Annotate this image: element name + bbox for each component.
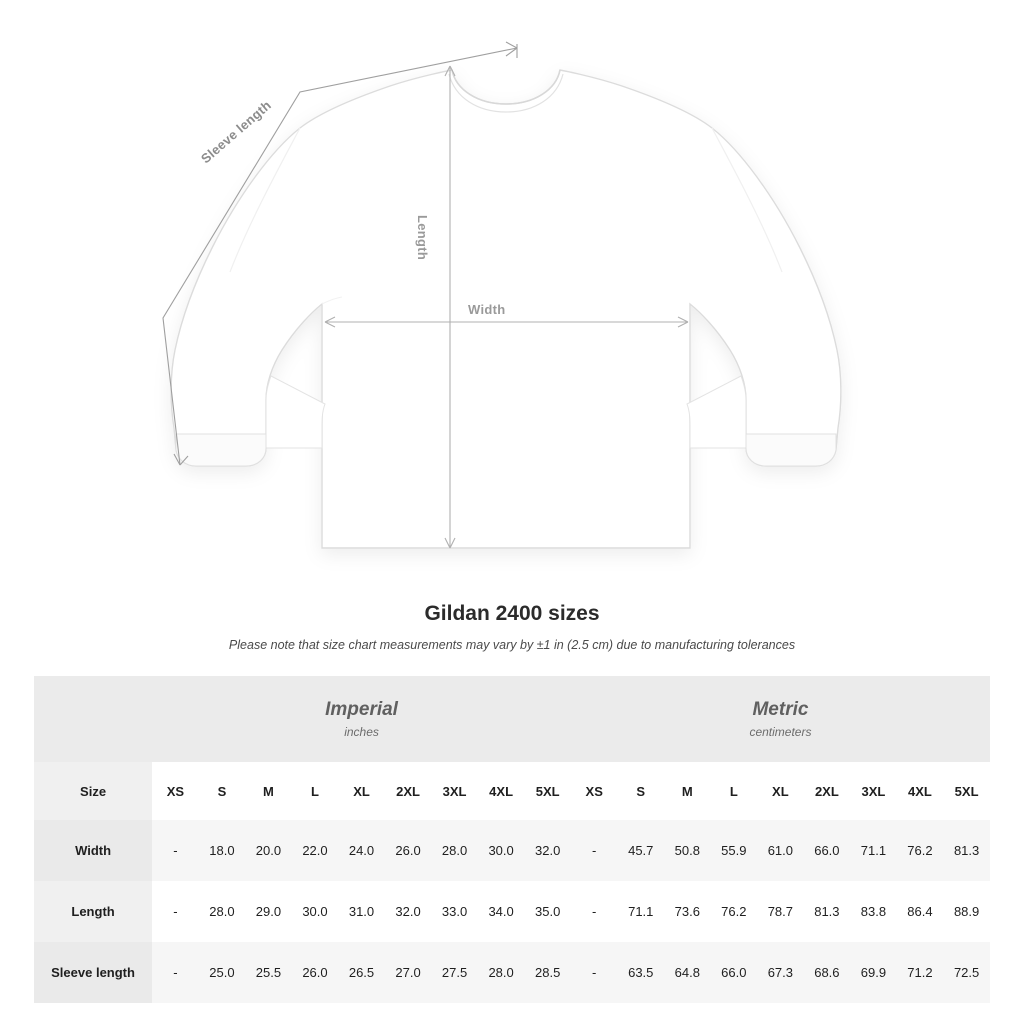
cell-sleeve-metric-5xl: 72.5 [943, 942, 990, 1003]
cell-width-imperial-xl: 24.0 [338, 820, 385, 881]
cell-width-imperial-2xl: 26.0 [385, 820, 432, 881]
cell-sleeve-metric-xs: - [571, 942, 618, 1003]
row-label-length: Length [34, 881, 152, 942]
cell-width-imperial-4xl: 30.0 [478, 820, 525, 881]
cell-length-metric-xl: 78.7 [757, 881, 804, 942]
cell-width-metric-l: 55.9 [711, 820, 758, 881]
size-header-imperial-4xl: 4XL [478, 762, 525, 820]
cell-width-metric-2xl: 66.0 [804, 820, 851, 881]
size-header-metric-l: L [711, 762, 758, 820]
sleeve-length-dimension-label: Sleeve length [198, 97, 275, 167]
cell-sleeve-imperial-xl: 26.5 [338, 942, 385, 1003]
cell-width-imperial-xs: - [152, 820, 199, 881]
size-header-metric-2xl: 2XL [804, 762, 851, 820]
cell-sleeve-imperial-l: 26.0 [292, 942, 339, 1003]
cell-sleeve-imperial-3xl: 27.5 [431, 942, 478, 1003]
size-header-metric-m: M [664, 762, 711, 820]
cell-sleeve-imperial-5xl: 28.5 [524, 942, 571, 1003]
size-header-metric-s: S [617, 762, 664, 820]
size-table-wrapper [34, 676, 990, 1003]
cell-width-metric-xl: 61.0 [757, 820, 804, 881]
length-dimension-label: Length [415, 215, 430, 261]
unit-group-header-row [34, 676, 990, 762]
cell-width-metric-4xl: 76.2 [897, 820, 944, 881]
cell-width-imperial-5xl: 32.0 [524, 820, 571, 881]
cell-width-imperial-l: 22.0 [292, 820, 339, 881]
cell-width-metric-3xl: 71.1 [850, 820, 897, 881]
cell-width-imperial-3xl: 28.0 [431, 820, 478, 881]
cell-length-imperial-m: 29.0 [245, 881, 292, 942]
cell-length-imperial-2xl: 32.0 [385, 881, 432, 942]
cell-length-metric-4xl: 86.4 [897, 881, 944, 942]
size-header-metric-5xl: 5XL [943, 762, 990, 820]
cell-length-metric-m: 73.6 [664, 881, 711, 942]
unit-sub-imperial: inches [344, 724, 379, 739]
size-header-metric-xl: XL [757, 762, 804, 820]
size-chart-table [34, 676, 990, 1003]
title-block [0, 602, 1024, 652]
cell-length-metric-xs: - [571, 881, 618, 942]
tolerance-note: Please note that size chart measurements may vary by ±1 in (2.5 cm) due to manufacturing tolerances [228, 638, 796, 652]
cell-sleeve-metric-xl: 67.3 [757, 942, 804, 1003]
cell-sleeve-metric-s: 63.5 [617, 942, 664, 1003]
size-header-imperial-5xl: 5XL [524, 762, 571, 820]
row-label-sleeve-length: Sleeve length [34, 942, 152, 1003]
size-header-imperial-3xl: 3XL [431, 762, 478, 820]
size-header-metric-xs: XS [571, 762, 618, 820]
unit-name-metric: Metric [752, 699, 809, 721]
size-header-metric-3xl: 3XL [850, 762, 897, 820]
cell-length-metric-5xl: 88.9 [943, 881, 990, 942]
size-header-metric-4xl: 4XL [897, 762, 944, 820]
cell-length-metric-s: 71.1 [617, 881, 664, 942]
size-header-row [34, 762, 990, 820]
cell-length-imperial-s: 28.0 [199, 881, 246, 942]
cell-length-imperial-l: 30.0 [292, 881, 339, 942]
size-header-label: Size [34, 762, 152, 820]
cell-sleeve-metric-4xl: 71.2 [897, 942, 944, 1003]
size-header-imperial-l: L [292, 762, 339, 820]
cell-length-imperial-3xl: 33.0 [431, 881, 478, 942]
size-header-imperial-xs: XS [152, 762, 199, 820]
cell-sleeve-metric-m: 64.8 [664, 942, 711, 1003]
cell-sleeve-metric-2xl: 68.6 [804, 942, 851, 1003]
cell-sleeve-metric-l: 66.0 [711, 942, 758, 1003]
cell-length-imperial-5xl: 35.0 [524, 881, 571, 942]
table-row [34, 942, 990, 1003]
table-row [34, 881, 990, 942]
cell-length-metric-l: 76.2 [711, 881, 758, 942]
cell-width-metric-m: 50.8 [664, 820, 711, 881]
cell-length-metric-2xl: 81.3 [804, 881, 851, 942]
unit-name-imperial: Imperial [325, 699, 398, 721]
size-header-imperial-xl: XL [338, 762, 385, 820]
size-header-imperial-2xl: 2XL [385, 762, 432, 820]
cell-length-imperial-xl: 31.0 [338, 881, 385, 942]
size-header-imperial-m: M [245, 762, 292, 820]
cell-length-imperial-xs: - [152, 881, 199, 942]
cell-sleeve-imperial-s: 25.0 [199, 942, 246, 1003]
width-dimension-label: Width [468, 302, 506, 317]
cell-width-imperial-m: 20.0 [245, 820, 292, 881]
cell-width-imperial-s: 18.0 [199, 820, 246, 881]
cell-width-metric-5xl: 81.3 [943, 820, 990, 881]
cell-length-imperial-4xl: 34.0 [478, 881, 525, 942]
unit-header-spacer [34, 676, 152, 762]
cell-sleeve-imperial-4xl: 28.0 [478, 942, 525, 1003]
page-title: Gildan 2400 sizes [424, 602, 600, 625]
unit-sub-metric: centimeters [749, 724, 812, 739]
cell-width-metric-xs: - [571, 820, 618, 881]
cell-sleeve-imperial-m: 25.5 [245, 942, 292, 1003]
size-header-imperial-s: S [199, 762, 246, 820]
row-label-width: Width [34, 820, 152, 881]
cell-sleeve-imperial-2xl: 27.0 [385, 942, 432, 1003]
cell-width-metric-s: 45.7 [617, 820, 664, 881]
cell-length-metric-3xl: 83.8 [850, 881, 897, 942]
unit-header-imperial [152, 676, 571, 762]
table-row [34, 820, 990, 881]
cell-sleeve-metric-3xl: 69.9 [850, 942, 897, 1003]
unit-header-metric [571, 676, 990, 762]
cell-sleeve-imperial-xs: - [152, 942, 199, 1003]
